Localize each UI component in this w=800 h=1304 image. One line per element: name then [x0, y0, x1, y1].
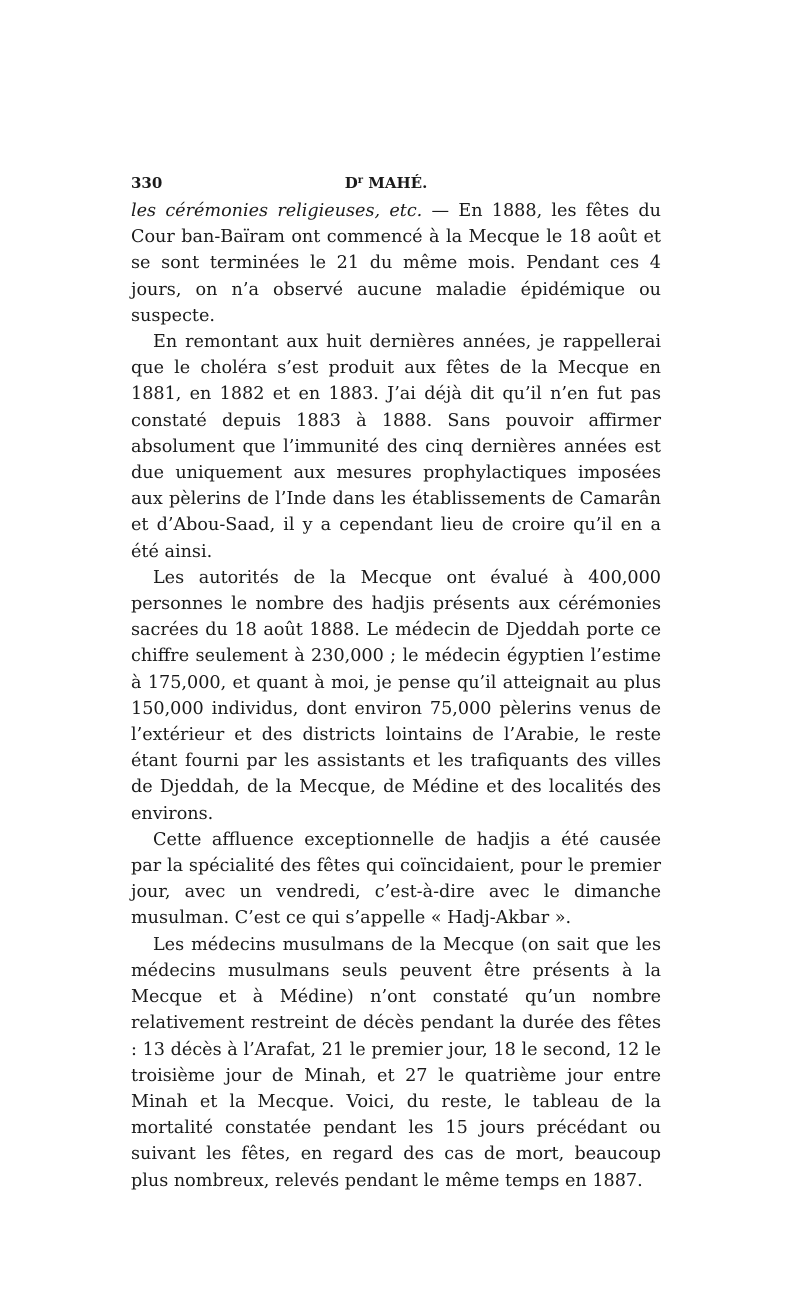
author-prefix: D	[344, 174, 358, 192]
page-number: 330	[131, 174, 163, 192]
paragraph-1	[131, 198, 661, 329]
author-name: MAHÉ.	[363, 174, 428, 192]
book-page	[131, 168, 661, 1194]
paragraph-4: Cette affluence exceptionnelle de hadjis a été causée par la spécialité des fêtes qui coïncidaient, pour le premier jour, avec un vendredi, c’est-à-dire avec le dimanche musulman. C’est ce qui s’appelle « Hadj-Akbar ».	[131, 829, 661, 929]
running-title	[131, 174, 661, 192]
paragraph-1-italic-lead: les cérémonies religieuses, etc.	[131, 201, 423, 221]
paragraph-2: En remontant aux huit dernières années, je rappellerai que le choléra s’est produit aux fêtes de la Mecque en 1881, en 1882 et en 1883. J’ai déjà dit qu’il n’en fut pas constaté depuis 1883 à 1888. Sans pouvoir affirmer absolument que l’immunité des cinq dernières années est due uniquement aux mesures prophylactiques imposées aux pèlerins de l’Inde dans les établissements de Camarân et d’Abou-Saad, il y a cependant lieu de croire qu’il en a été ainsi.	[131, 332, 661, 562]
body-text	[131, 198, 661, 1194]
paragraph-5: Les médecins musulmans de la Mecque (on sait que les médecins musulmans seuls peuvent être présents à la Mecque et à Médine) n’ont constaté qu’un nombre relativement restreint de décès pendant la durée des fêtes : 13 décès à l’Arafat, 21 le premier jour, 18 le second, 12 le troisième jour de Minah, et 27 le quatrième jour entre Minah et la Mecque. Voici, du reste, le tableau de la mortalité constatée pendant les 15 jours précédant ou suivant les fêtes, en regard des cas de mort, beaucoup plus nombreux, relevés pendant le même temps en 1887.	[131, 934, 661, 1191]
author-superscript: r	[357, 175, 363, 186]
paragraph-3: Les autorités de la Mecque ont évalué à 400,000 personnes le nombre des hadjis présents aux cérémonies sacrées du 18 août 1888. Le médecin de Djeddah porte ce chiffre seulement à 230,000 ; le médecin égyptien l’estime à 175,000, et quant à moi, je pense qu’il atteignait au plus 150,000 individus, dont environ 75,000 pèlerins venus de l’extérieur et des districts lointains de l’Arabie, le reste étant fourni par les assistants et les trafiquants des villes de Djeddah, de la Mecque, de Médine et des localités des environs.	[131, 567, 661, 824]
running-head	[131, 168, 661, 198]
paragraph-1-text: — En 1888, les fêtes du Cour ban-Baïram ont commencé à la Mecque le 18 août et se sont terminées le 21 du même mois. Pendant ces 4 jours, on n’a observé aucune maladie épidémique ou suspecte.	[131, 201, 661, 326]
